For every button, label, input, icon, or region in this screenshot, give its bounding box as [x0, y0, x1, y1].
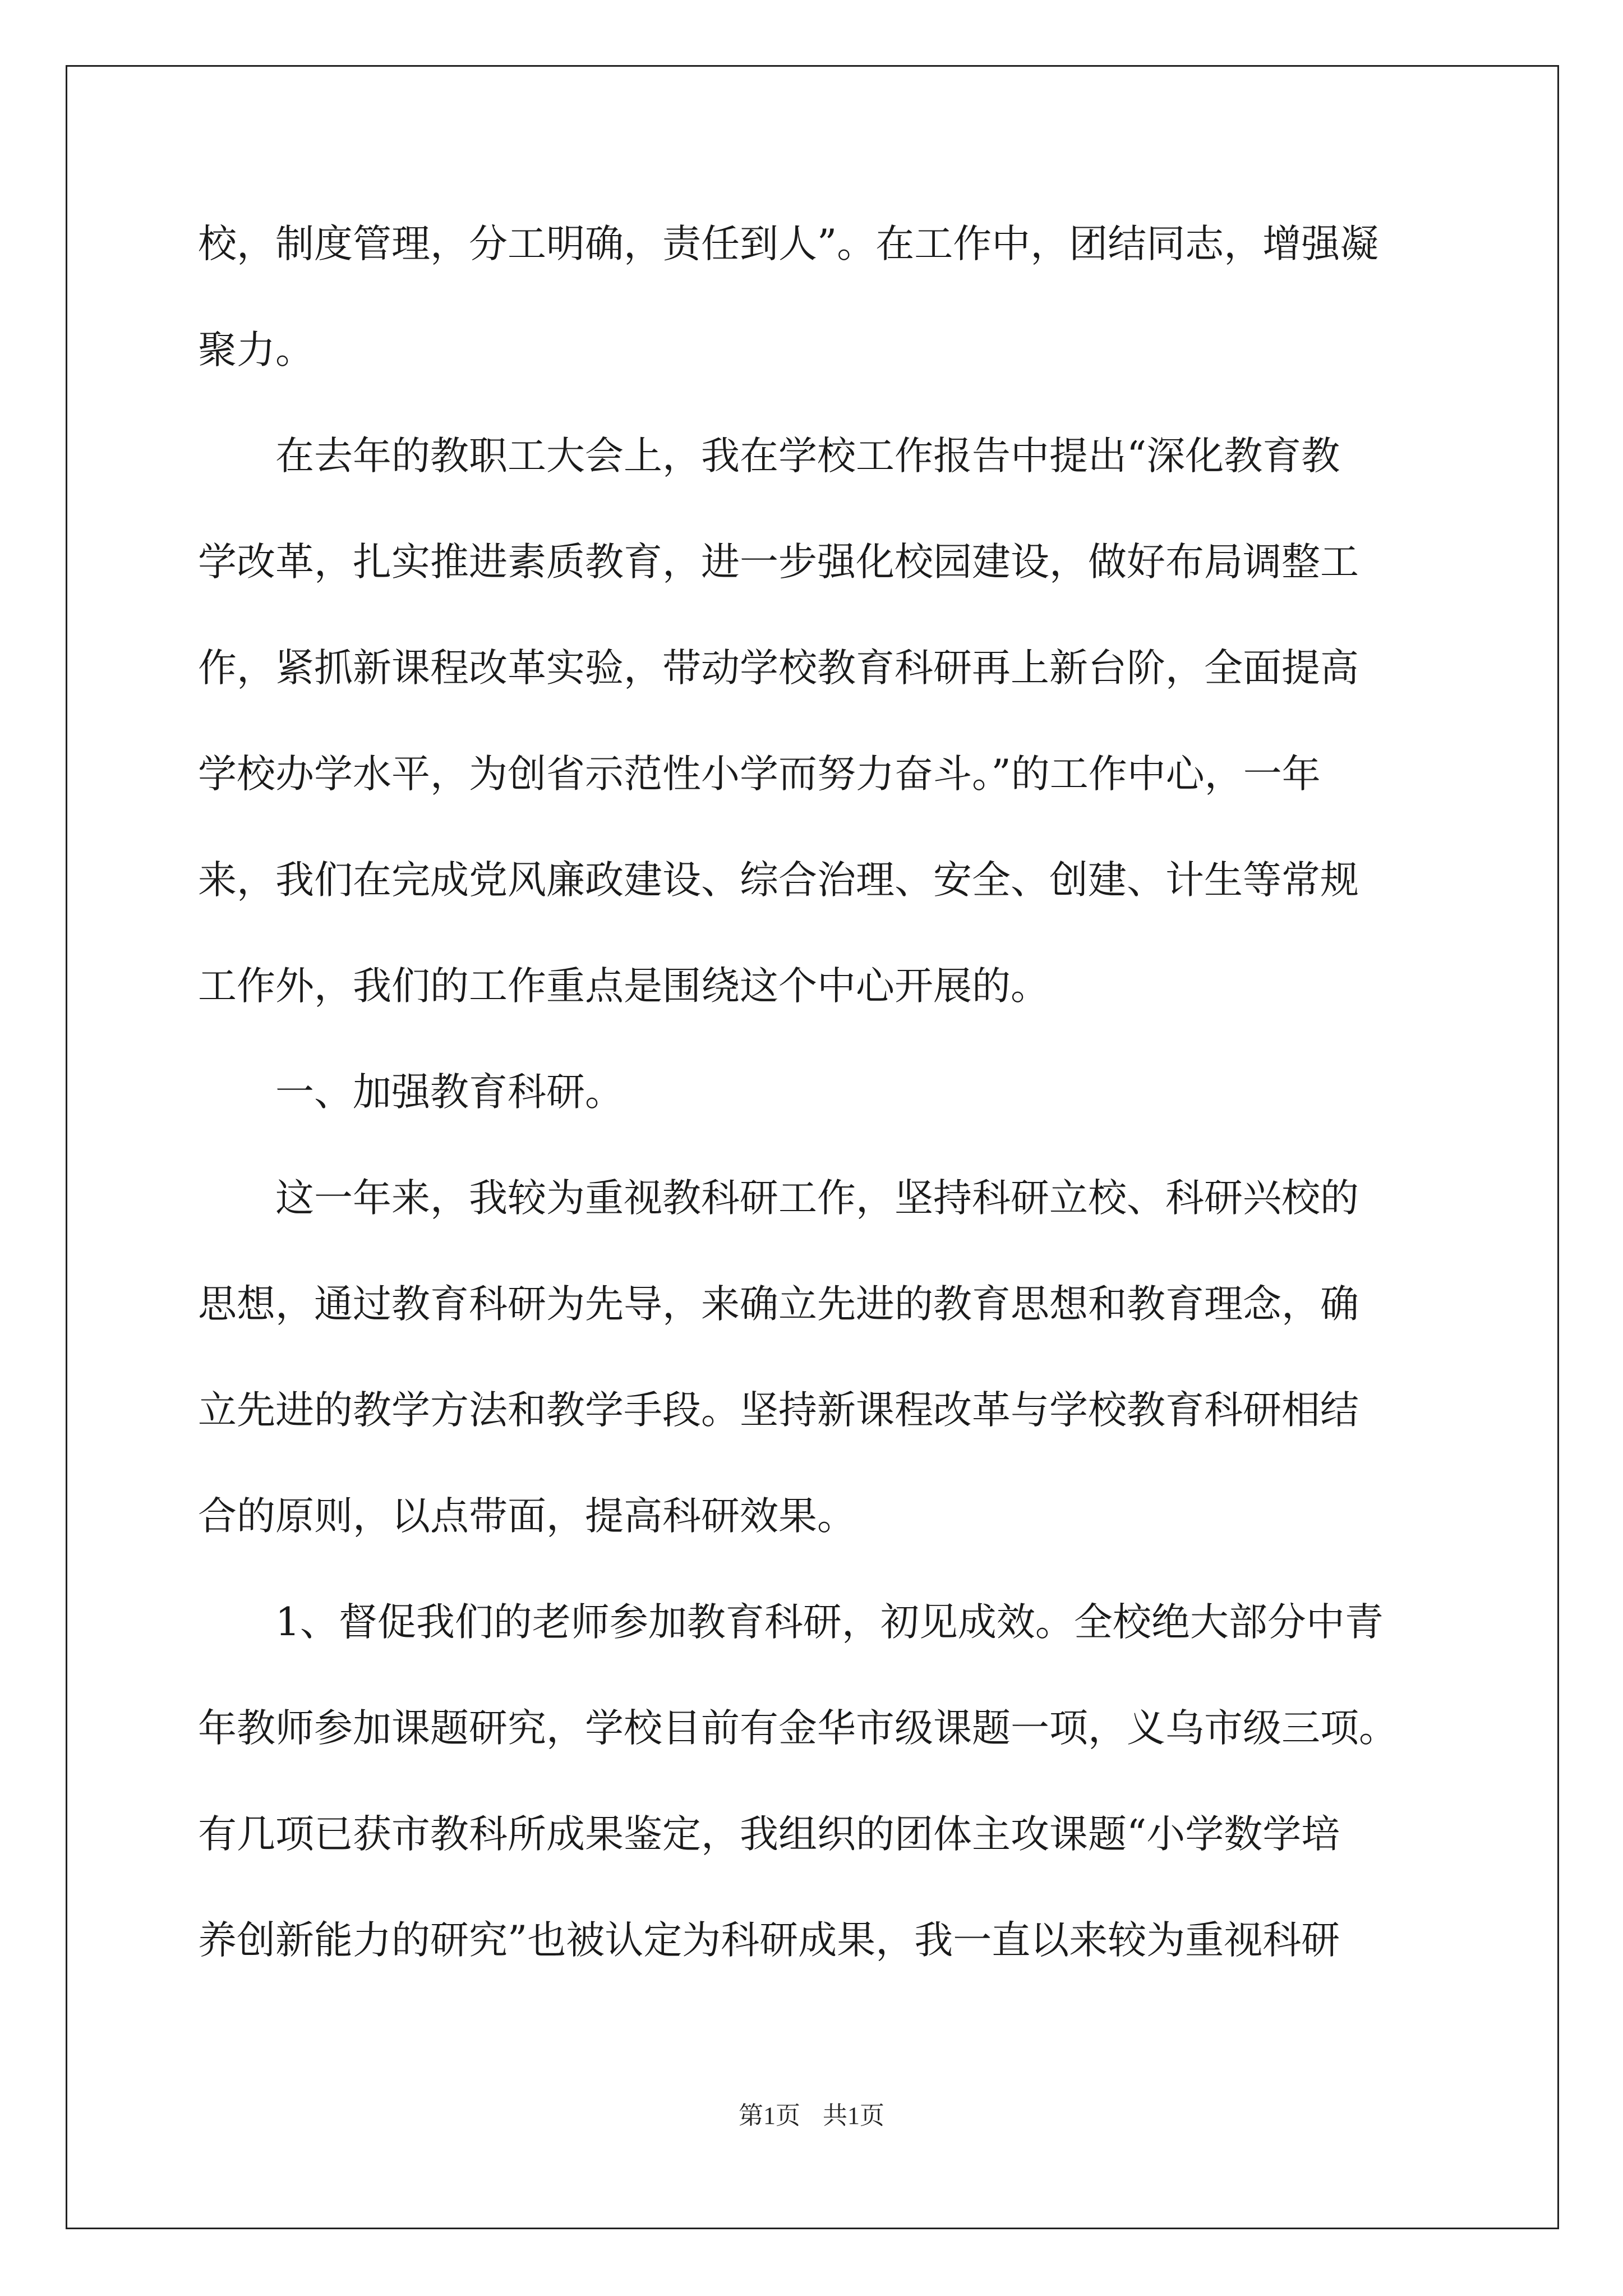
page-total: 共1页	[823, 2102, 884, 2129]
document-body	[198, 208, 1432, 2010]
text-line: 工作外，我们的工作重点是围绕这个中心开展的。	[198, 964, 1049, 1009]
text-line: 1、督促我们的老师参加教育科研，初见成效。全校绝大部分中青	[198, 1600, 1384, 1645]
text-line: 学校办学水平，为创省示范性小学而努力奋斗。”的工作中心，一年	[198, 752, 1321, 797]
text-line: 养创新能力的研究”也被认定为科研成果，我一直以来较为重视科研	[198, 1918, 1340, 1963]
text-line: 在去年的教职工大会上，我在学校工作报告中提出“深化教育教	[198, 434, 1340, 478]
text-line: 学改革，扎实推进素质教育，进一步强化校园建设，做好布局调整工	[198, 540, 1359, 585]
text-line: 作，紧抓新课程改革实验，带动学校教育科研再上新台阶，全面提高	[198, 646, 1359, 691]
text-line: 这一年来，我较为重视教科研工作，坚持科研立校、科研兴校的	[198, 1176, 1359, 1221]
page-footer	[0, 2095, 1623, 2131]
text-line: 校，制度管理，分工明确，责任到人”。在工作中，团结同志，增强凝	[198, 222, 1379, 266]
text-line: 有几项已获市教科所成果鉴定，我组织的团体主攻课题“小学数学培	[198, 1812, 1340, 1857]
text-line: 聚力。	[198, 328, 314, 372]
text-line: 合的原则，以点带面，提高科研效果。	[198, 1494, 856, 1539]
section-heading: 一、加强教育科研。	[198, 1070, 624, 1115]
text-line: 年教师参加课题研究，学校目前有金华市级课题一项，义乌市级三项。	[198, 1706, 1398, 1751]
text-line: 思想，通过教育科研为先导，来确立先进的教育思想和教育理念，确	[198, 1282, 1359, 1327]
page-number: 第1页	[739, 2102, 800, 2129]
text-line: 立先进的教学方法和教学手段。坚持新课程改革与学校教育科研相结	[198, 1388, 1359, 1433]
text-line: 来，我们在完成党风廉政建设、综合治理、安全、创建、计生等常规	[198, 858, 1359, 903]
